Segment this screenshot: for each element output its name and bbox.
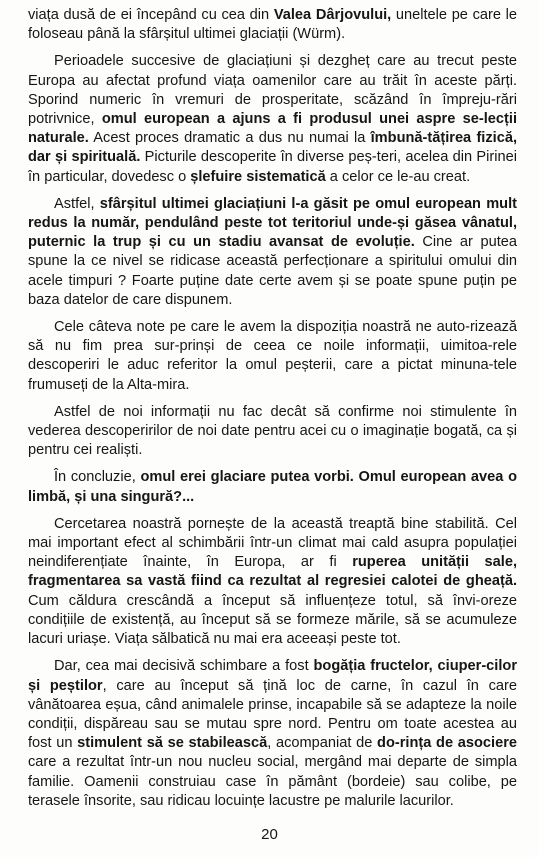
body-text: [28, 6, 517, 811]
text-run: a celor ce le-au creat.: [325, 168, 471, 185]
bold-text: stimulent să se stabilească: [77, 735, 268, 752]
text-run: , acompaniat de: [267, 735, 378, 752]
text-run: Perioadele succesive de glaciațiuni și dezgheț care au trecut peste Europa au afectat profund viața oamenilor care au trăit în aceste părți. Sporind numeric în vremuri de prosperitate, scăzând în împreju-rări potrivnice,: [28, 53, 517, 128]
bold-text: Valea Dârjovului,: [273, 7, 392, 23]
text-run: Dar, cea mai decisivă schimbare a fost: [54, 658, 314, 675]
text-run: Cele câteva note pe care le avem la dispoziția noastră ne auto-rizează să nu fim prea sur-prinși de ceea ce noile informații, uimitoa-rele descoperiri le aduc referitor la omul peșterii, care a pictat minuna-tele frumuseți de la Alta-mira.: [28, 319, 517, 393]
text-run: Cum căldura crescândă a început să influențeze totul, să învi-oreze condițiile de existență, au început să se formeze mările, să se acumuleze lacuri uriașe. Viața sălbatică nu mai era aceeași peste tot.: [28, 592, 517, 648]
text-run: , care au început să țină loc de carne, în cazul în care vânătoarea eșua, când animalele prinse, incapabile să se adapteze la noile condiții, dispăreau sau se mutau spre nord. Pentru om toate acestea au fost un: [28, 677, 517, 752]
text-run: care a rezultat într-un nou nucleu social, mergând mai departe de simpla familie. Oamenii construiau case în pământ (bordeie) sau colibe, pe terasele însorite, sau ridicau locuințe lacustre pe malurile lacurilor.: [28, 754, 517, 809]
paragraph: [28, 515, 517, 649]
paragraph: [28, 318, 517, 395]
text-run: Astfel de noi informații nu fac decât să confirme noi stimulente în vederea descoperirilor de noi date pentru acei cu o imaginație bogată, ca și pentru cei realiști.: [28, 403, 517, 459]
paragraph: [28, 195, 517, 310]
paragraph: [28, 52, 517, 186]
page-number: 20: [261, 826, 278, 843]
text-run: viața dusă de ei începând cu cea din: [28, 7, 274, 23]
bold-text: bogăția fructelor, ciuper-cilor și peștilor: [28, 658, 518, 694]
bold-text: îmbună-tățirea fizică, dar și spirituală.: [28, 130, 517, 166]
bold-text: omul european a ajuns a fi produsul unei aspre se-lecții naturale.: [28, 111, 517, 147]
text-run: uneltele pe care le foloseau până la sfârșitul ultimei glaciații (Würm).: [28, 7, 517, 43]
bold-text: do-rința de asociere: [377, 735, 517, 752]
bold-text: sfârșitul ultimei glaciațiuni l-a găsit pe omul european mult redus la număr, pendulând peste tot teritoriul unde-și găsea vânatul, puternic la trup și cu un stadiu avansat de evoluție.: [28, 195, 517, 251]
text-run: Cine ar putea spune la ce nivel se ridicase această perfecționare a spiritului omului din acele timpuri ? Foarte puține date certe avem și se poate spune puțin pe baza datelor de care dispunem.: [28, 234, 517, 308]
text-run: În concluzie,: [54, 469, 141, 486]
text-run: Acest proces dramatic a dus nu numai la: [88, 130, 371, 147]
text-run: Picturile descoperite în diverse peș-teri, acelea din Pirinei în particular, dovedesc o: [28, 149, 517, 185]
text-run: Cercetarea noastră pornește de la această treaptă bine stabilită. Cel mai important efect al schimbării într-un climat mai cald asupra populației neindiferențiate înainte, în Europa, ar fi: [28, 515, 517, 571]
bold-text: ruperea unității sale, fragmentarea sa vastă fiind ca rezultat al regresiei calotei de gheață.: [28, 554, 517, 590]
bold-text: omul erei glaciare putea vorbi. Omul european avea o limbă, și una singură?...: [28, 469, 517, 505]
paragraph: [28, 6, 517, 44]
paragraph: [28, 403, 517, 461]
paragraph: [28, 468, 517, 506]
bold-text: șlefuire sistematică: [190, 168, 326, 185]
text-run: Astfel,: [54, 195, 100, 212]
paragraph: [28, 657, 517, 811]
